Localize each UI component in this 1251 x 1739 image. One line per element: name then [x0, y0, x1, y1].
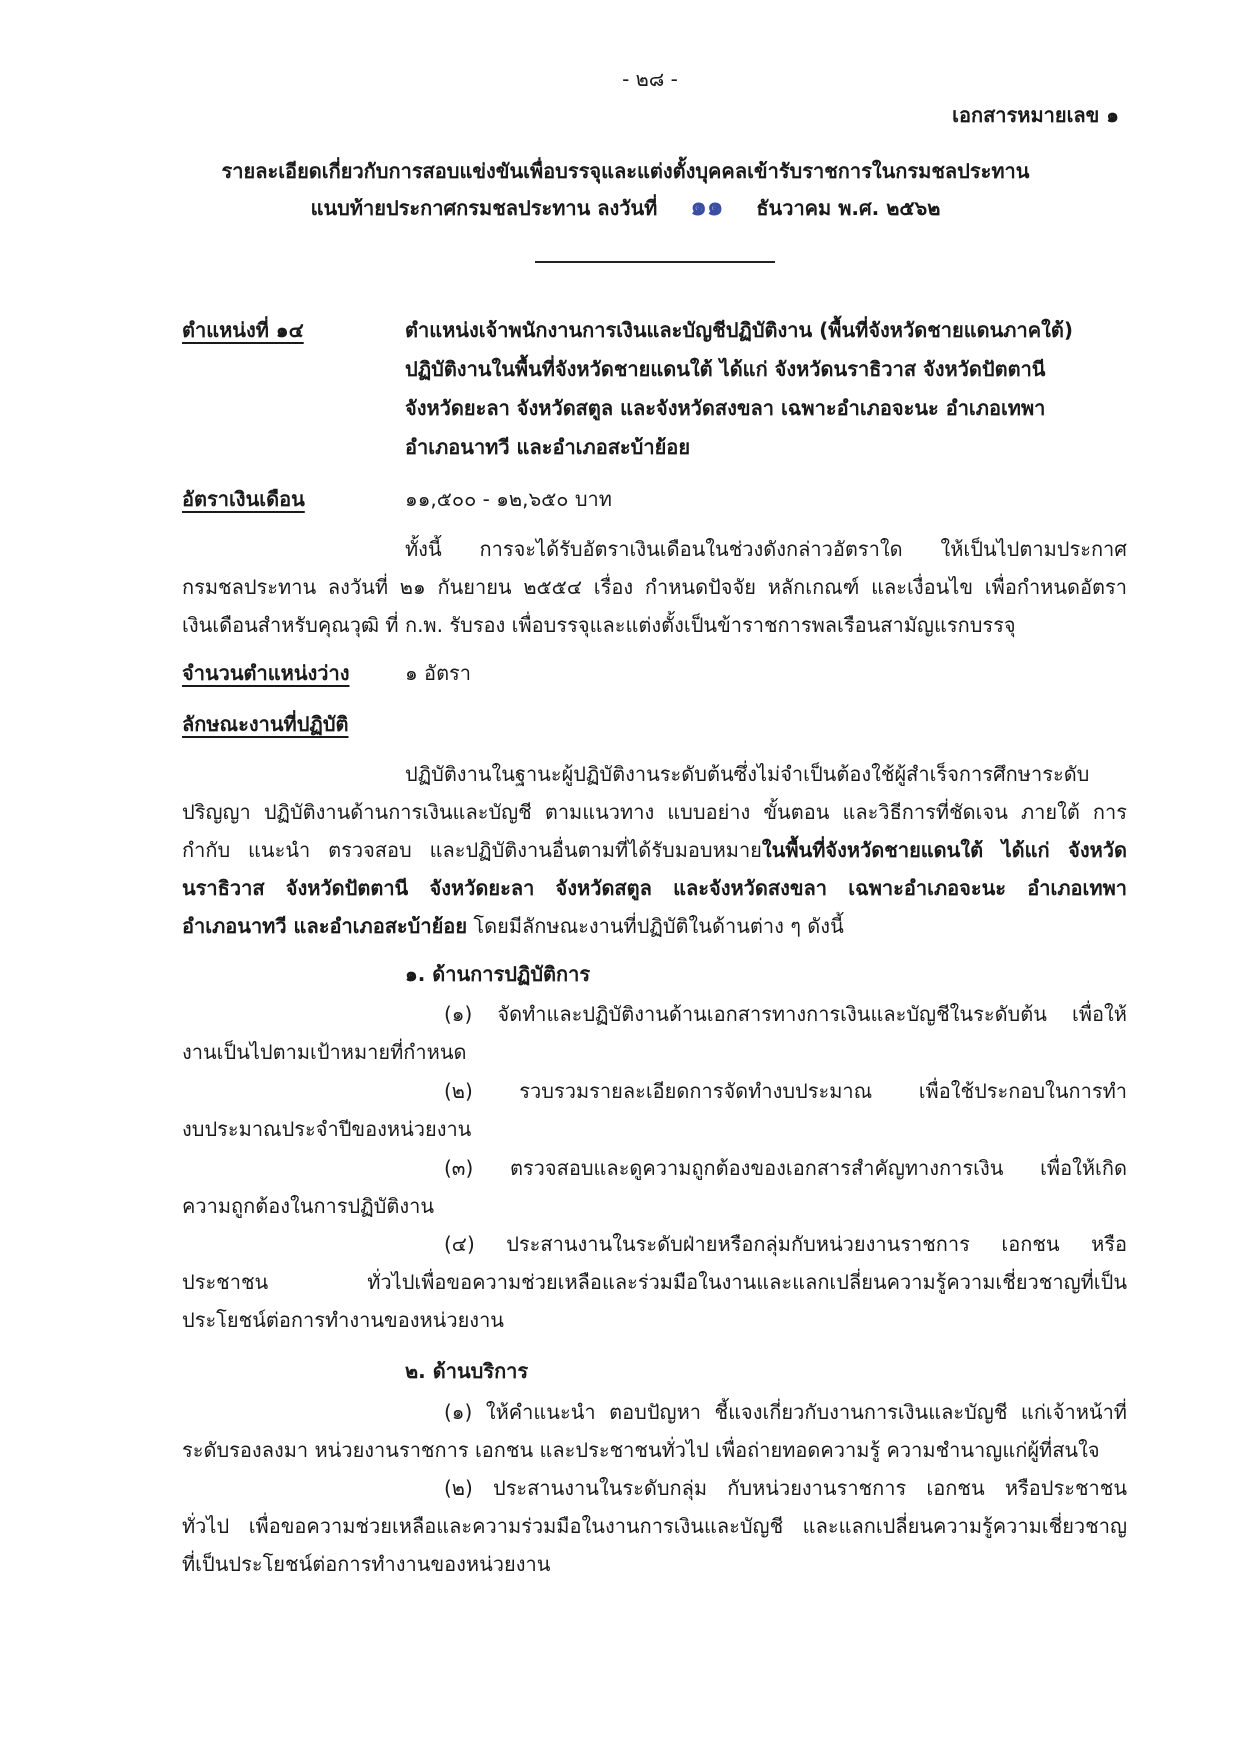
item-line: (๓) ตรวจสอบและดูความถูกต้องของเอกสารสำคัญทางการเงิน เพื่อให้เกิด: [444, 1156, 1127, 1180]
item-line: งบประมาณประจำปีของหน่วยงาน: [182, 1117, 472, 1141]
salary-note-line: ทั้งนี้ การจะได้รับอัตราเงินเดือนในช่วงดังกล่าวอัตราใด ให้เป็นไปตามประกาศ: [405, 537, 1127, 561]
duties-intro-line: [182, 869, 1127, 907]
title-divider: [535, 261, 775, 263]
duties-intro-bold: ในพื้นที่จังหวัดชายแดนใต้ ได้แก่ จังหวัด: [761, 838, 1127, 862]
section-heading-operations: ๑. ด้านการปฏิบัติการ: [405, 962, 591, 986]
item-line: (๑) จัดทำและปฏิบัติงานด้านเอกสารทางการเงินและบัญชีในระดับต้น เพื่อให้: [444, 1002, 1127, 1026]
handwritten-day: ๑๑: [690, 192, 724, 222]
service-item-2: [182, 1469, 1127, 1583]
vacancy-label: จำนวนตำแหน่งว่าง: [182, 661, 350, 685]
duties-intro-bold: อำเภอนาทวี และอำเภอสะบ้าย้อย: [182, 914, 468, 938]
item-line: ระดับรองลงมา หน่วยงานราชการ เอกชน และประชาชนทั่วไป เพื่อถ่ายทอดความรู้ ความชำนาญแก่ผู้ที่สนใจ: [182, 1438, 1100, 1462]
duties-intro-text: โดยมีลักษณะงานที่ปฏิบัติในด้านต่าง ๆ ดังนี้: [467, 914, 844, 938]
duties-intro-line: [182, 755, 1127, 793]
item-line: ความถูกต้องในการปฏิบัติงาน: [182, 1194, 435, 1218]
item-line: (๒) ประสานงานในระดับกลุ่ม กับหน่วยงานราชการ เอกชน หรือประชาชน: [444, 1476, 1127, 1500]
position-label: ตำแหน่งที่ ๑๔: [182, 318, 304, 342]
duties-intro-text: กำกับ แนะนำ ตรวจสอบ และปฏิบัติงานอื่นตามที่ได้รับมอบหมาย: [182, 838, 762, 862]
item-line: (๑) ให้คำแนะนำ ตอบปัญหา ชี้แจงเกี่ยวกับงานการเงินและบัญชี แก่เจ้าหน้าที่: [444, 1400, 1127, 1424]
duties-intro-line: [182, 793, 1127, 831]
item-line: ที่เป็นประโยชน์ต่อการทำงานของหน่วยงาน: [182, 1552, 551, 1576]
service-item-1: [182, 1393, 1127, 1469]
document-label: เอกสารหมายเลข ๑: [952, 103, 1119, 127]
duties-intro: [182, 755, 1127, 945]
salary-note: [182, 530, 1127, 644]
duties-intro-line: [182, 831, 1127, 869]
operations-item-4: [182, 1225, 1127, 1339]
title-date-prefix: แนบท้ายประกาศกรมชลประทาน ลงวันที่: [310, 196, 658, 220]
operations-item-2: [182, 1072, 1127, 1148]
duties-intro-text: ปฏิบัติงานในฐานะผู้ปฏิบัติงานระดับต้นซึ่งไม่จำเป็นต้องใช้ผู้สำเร็จการศึกษาระดับ: [405, 762, 1090, 786]
operations-item-3: [182, 1149, 1127, 1225]
position-line-2: ปฏิบัติงานในพื้นที่จังหวัดชายแดนใต้ ได้แก่ จังหวัดนราธิวาส จังหวัดปัตตานี: [405, 357, 1046, 381]
salary-note-line: เงินเดือนสำหรับคุณวุฒิ ที่ ก.พ. รับรอง เพื่อบรรจุและแต่งตั้งเป็นข้าราชการพลเรือนสามัญแรกบรรจุ: [182, 613, 1016, 637]
position-line-1: ตำแหน่งเจ้าพนักงานการเงินและบัญชีปฏิบัติงาน (พื้นที่จังหวัดชายแดนภาคใต้): [405, 318, 1073, 342]
item-line: (๒) รวบรวมรายละเอียดการจัดทำงบประมาณ เพื่อใช้ประกอบในการทำ: [444, 1079, 1127, 1103]
operations-item-1: [182, 995, 1127, 1071]
title-date-suffix: ธันวาคม พ.ศ. ๒๕๖๒: [756, 196, 941, 220]
duties-label: ลักษณะงานที่ปฏิบัติ: [182, 712, 349, 736]
duties-intro-line: [182, 907, 1127, 945]
section-heading-service: ๒. ด้านบริการ: [405, 1359, 529, 1383]
title-line-1: รายละเอียดเกี่ยวกับการสอบแข่งขันเพื่อบรรจุและแต่งตั้งบุคคลเข้ารับราชการในกรมชลประทาน: [221, 159, 1030, 183]
salary-value: ๑๑,๕๐๐ - ๑๒,๖๕๐ บาท: [405, 487, 612, 511]
salary-label: อัตราเงินเดือน: [182, 487, 305, 511]
item-line: งานเป็นไปตามเป้าหมายที่กำหนด: [182, 1040, 467, 1064]
item-line: ทั่วไป เพื่อขอความช่วยเหลือและความร่วมมือในงานการเงินและบัญชี และแลกเปลี่ยนความรู้ความเชี่ยวชาญ: [182, 1514, 1127, 1538]
item-line: ประชาชน ทั่วไปเพื่อขอความช่วยเหลือและร่วมมือในงานและแลกเปลี่ยนความรู้ความเชี่ยวชาญที่เป็น: [182, 1270, 1127, 1294]
page-number: - ๒๘ -: [622, 67, 678, 91]
position-line-3: จังหวัดยะลา จังหวัดสตูล และจังหวัดสงขลา เฉพาะอำเภอจะนะ อำเภอเทพา: [405, 396, 1046, 420]
item-line: (๔) ประสานงานในระดับฝ่ายหรือกลุ่มกับหน่วยงานราชการ เอกชน หรือ: [444, 1232, 1127, 1256]
salary-note-line: กรมชลประทาน ลงวันที่ ๒๑ กันยายน ๒๕๕๔ เรื่อง กำหนดปัจจัย หลักเกณฑ์ และเงื่อนไข เพื่อกำหนดอัตรา: [182, 575, 1127, 599]
vacancy-value: ๑ อัตรา: [405, 661, 472, 685]
duties-intro-text: ปริญญา ปฏิบัติงานด้านการเงินและบัญชี ตามแนวทาง แบบอย่าง ขั้นตอน และวิธีการที่ชัดเจน ภายใต้ การ: [182, 800, 1127, 824]
item-line: ประโยชน์ต่อการทำงานของหน่วยงาน: [182, 1308, 504, 1332]
duties-intro-bold: นราธิวาส จังหวัดปัตตานี จังหวัดยะลา จังหวัดสตูล และจังหวัดสงขลา เฉพาะอำเภอจะนะ อำเภอเทพา: [182, 876, 1127, 900]
title-line-2: [0, 188, 1251, 227]
position-line-4: อำเภอนาทวี และอำเภอสะบ้าย้อย: [405, 435, 691, 459]
